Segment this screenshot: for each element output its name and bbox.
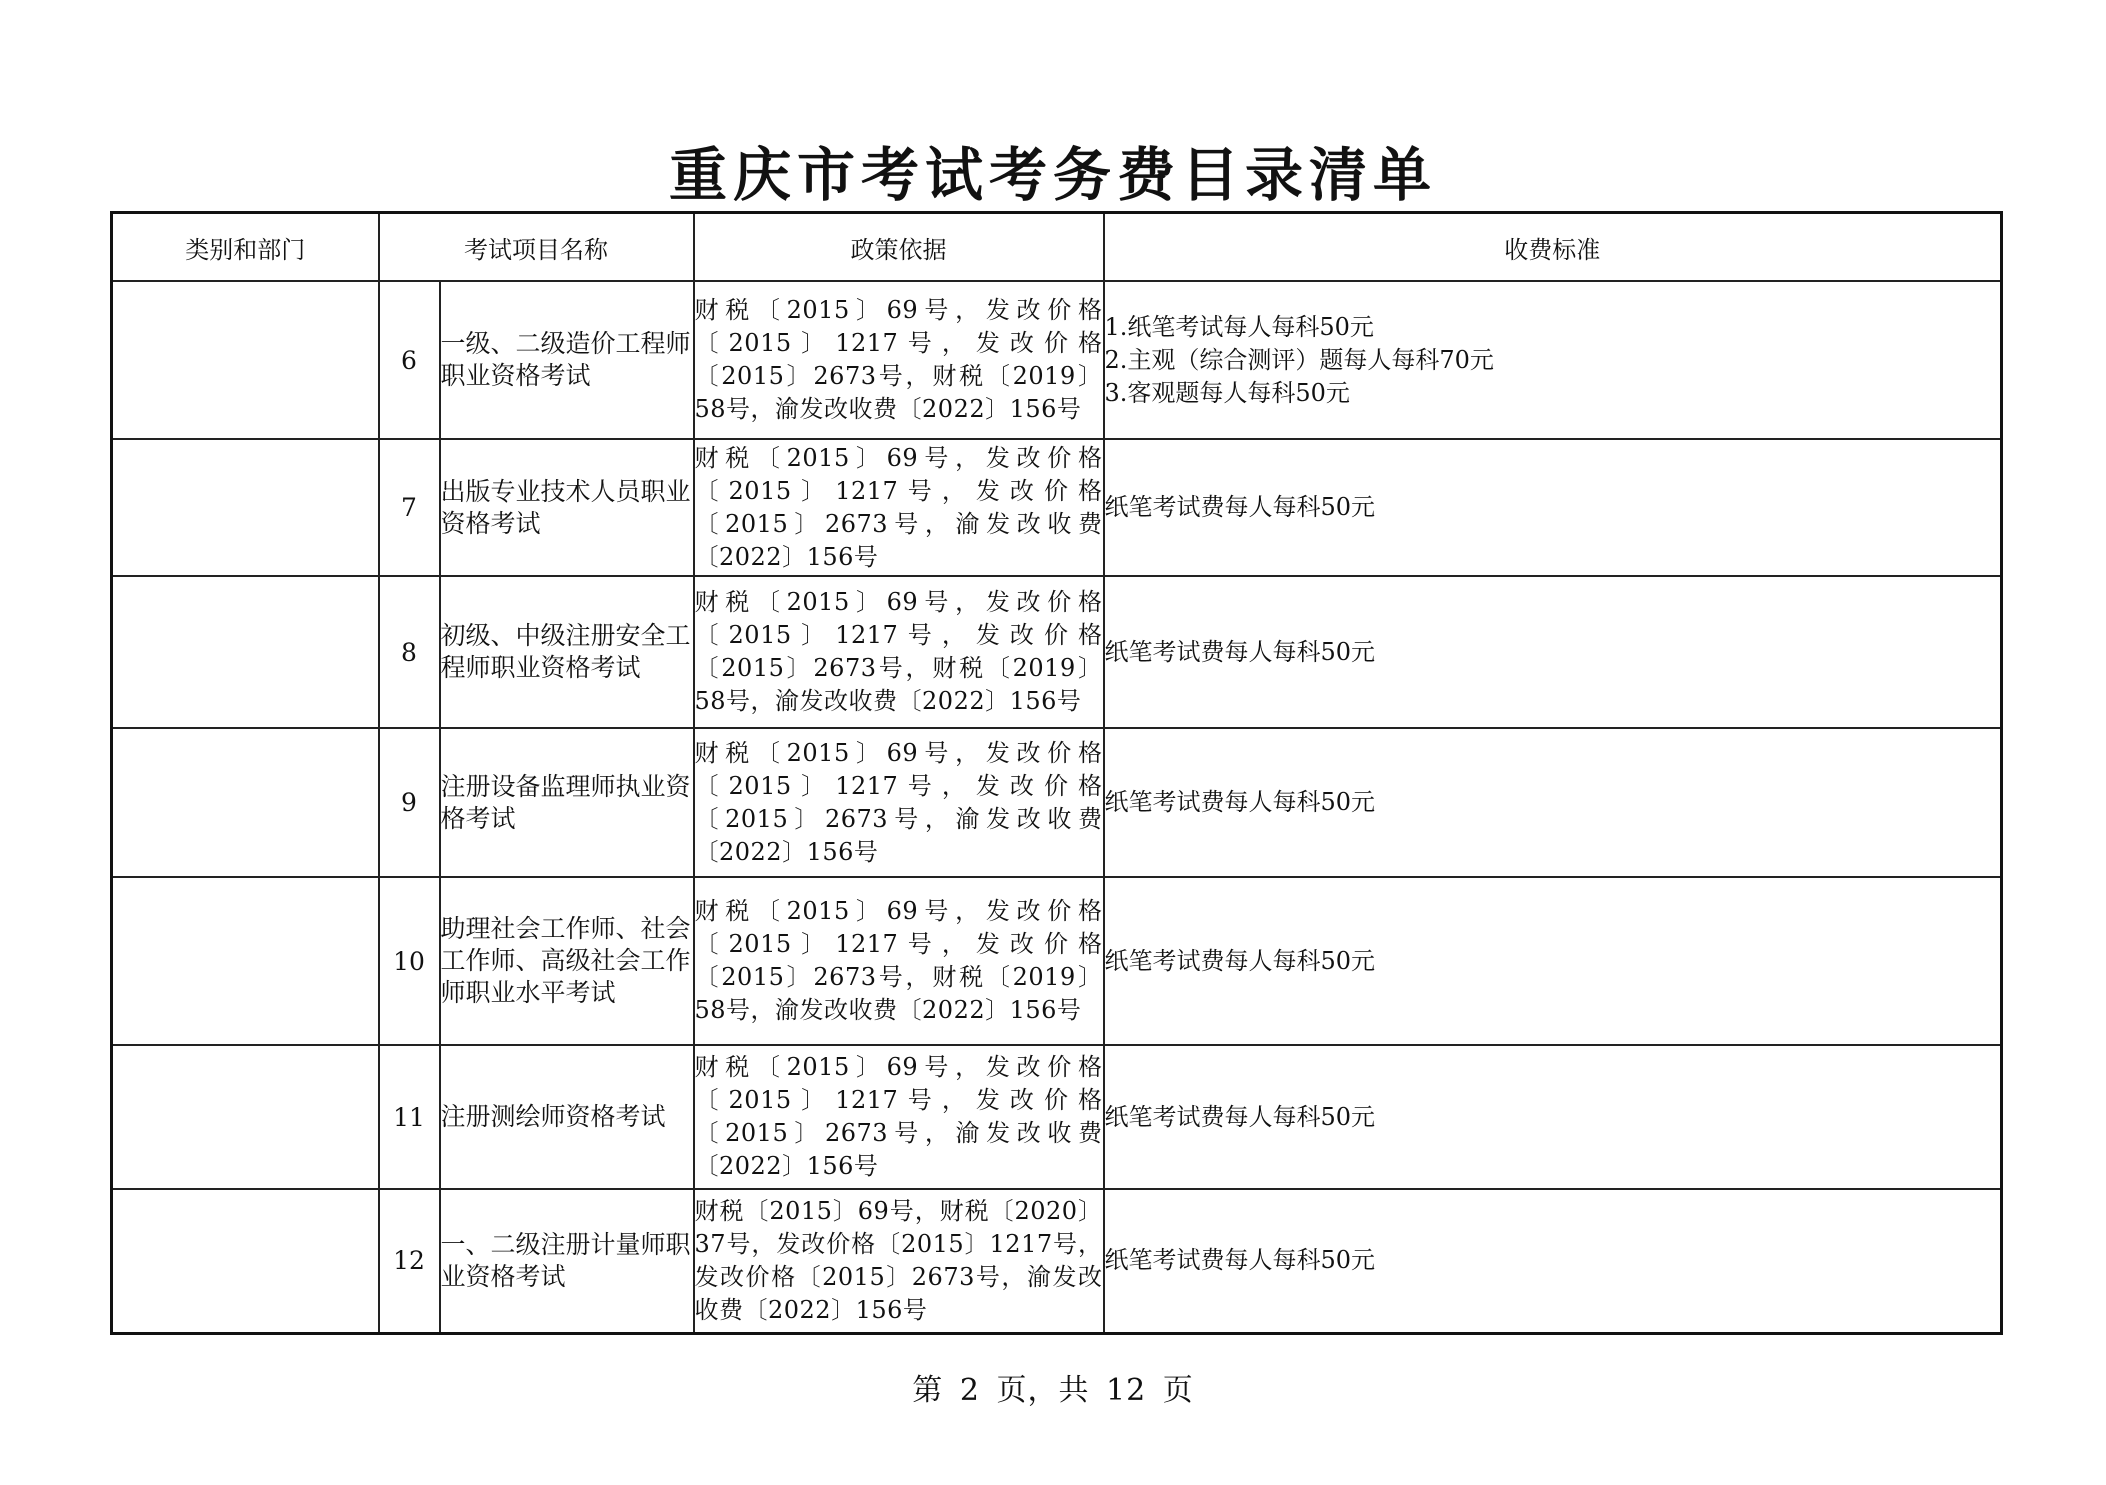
header-policy: 政策依据 — [694, 213, 1104, 282]
page-footer — [0, 1365, 2106, 1409]
policy-basis: 财税〔2015〕69号，发改价格〔2015〕1217号，发改价格〔2015〕2673号，渝发改收费〔2022〕156号 — [694, 439, 1104, 576]
fee-item: 纸笔考试费每人每科50元 — [1104, 788, 1376, 816]
fee-item: 2.主观（综合测评）题每人每科70元 — [1104, 345, 1494, 374]
category-cell — [112, 281, 379, 439]
row-number: 8 — [379, 576, 440, 728]
fee-item: 纸笔考试费每人每科50元 — [1104, 946, 1376, 975]
row-number: 11 — [379, 1045, 440, 1189]
exam-name: 助理社会工作师、社会工作师、高级社会工作师职业水平考试 — [440, 877, 694, 1045]
fee-standard — [1104, 439, 2002, 576]
page-label-mid: 页，共 — [996, 1373, 1090, 1408]
table-row — [112, 439, 2002, 576]
exam-name: 注册测绘师资格考试 — [440, 1045, 694, 1189]
fee-item: 纸笔考试费每人每科50元 — [1104, 493, 1376, 521]
row-number: 7 — [379, 439, 440, 576]
exam-name: 初级、中级注册安全工程师职业资格考试 — [440, 576, 694, 728]
category-cell — [112, 877, 379, 1045]
header-category: 类别和部门 — [112, 213, 379, 282]
table-row — [112, 877, 2002, 1045]
fee-standard — [1104, 728, 2002, 877]
category-cell — [112, 1045, 379, 1189]
table-row — [112, 728, 2002, 877]
page-title: 重庆市考试考务费目录清单 — [668, 141, 1437, 209]
policy-basis: 财税〔2015〕69号，发改价格〔2015〕1217号，发改价格〔2015〕2673号，财税〔2019〕58号，渝发改收费〔2022〕156号 — [694, 576, 1104, 728]
fee-standard — [1104, 576, 2002, 728]
exam-name: 一、二级注册计量师职业资格考试 — [440, 1189, 694, 1333]
row-number: 12 — [379, 1189, 440, 1333]
fee-item: 3.客观题每人每科50元 — [1104, 378, 1350, 407]
page-label-prefix: 第 — [912, 1373, 944, 1408]
fee-item: 1.纸笔考试每人每科50元 — [1104, 312, 1374, 341]
row-number: 10 — [379, 877, 440, 1045]
fee-standard — [1104, 1189, 2002, 1333]
fee-table — [110, 211, 2003, 1335]
category-cell — [112, 439, 379, 576]
fee-standard — [1104, 1045, 2002, 1189]
total-pages-number: 12 — [1106, 1373, 1147, 1408]
row-number: 9 — [379, 728, 440, 877]
row-number: 6 — [379, 281, 440, 439]
exam-name: 出版专业技术人员职业资格考试 — [440, 439, 694, 576]
policy-basis: 财税〔2015〕69号，财税〔2020〕37号，发改价格〔2015〕1217号，发改价格〔2015〕2673号，渝发改收费〔2022〕156号 — [694, 1189, 1104, 1333]
table-row — [112, 1045, 2002, 1189]
fee-standard — [1104, 281, 2002, 439]
policy-basis: 财税〔2015〕69号，发改价格〔2015〕1217号，发改价格〔2015〕2673号，渝发改收费〔2022〕156号 — [694, 1045, 1104, 1189]
category-cell — [112, 728, 379, 877]
fee-item: 纸笔考试费每人每科50元 — [1104, 637, 1376, 666]
category-cell — [112, 576, 379, 728]
header-exam-name: 考试项目名称 — [379, 213, 694, 282]
header-fee: 收费标准 — [1104, 213, 2002, 282]
table-header-row — [112, 213, 2002, 282]
policy-basis: 财税〔2015〕69号，发改价格〔2015〕1217号，发改价格〔2015〕2673号，财税〔2019〕58号，渝发改收费〔2022〕156号 — [694, 281, 1104, 439]
table-row — [112, 1189, 2002, 1333]
table-row — [112, 576, 2002, 728]
policy-basis: 财税〔2015〕69号，发改价格〔2015〕1217号，发改价格〔2015〕2673号，财税〔2019〕58号，渝发改收费〔2022〕156号 — [694, 877, 1104, 1045]
exam-name: 注册设备监理师执业资格考试 — [440, 728, 694, 877]
page-label-suffix: 页 — [1162, 1373, 1194, 1408]
fee-item: 纸笔考试费每人每科50元 — [1104, 1102, 1376, 1131]
policy-basis: 财税〔2015〕69号，发改价格〔2015〕1217号，发改价格〔2015〕2673号，渝发改收费〔2022〕156号 — [694, 728, 1104, 877]
table-row — [112, 281, 2002, 439]
fee-item: 纸笔考试费每人每科50元 — [1104, 1246, 1376, 1275]
current-page-number: 2 — [959, 1373, 980, 1408]
fee-standard — [1104, 877, 2002, 1045]
category-cell — [112, 1189, 379, 1333]
exam-name: 一级、二级造价工程师职业资格考试 — [440, 281, 694, 439]
